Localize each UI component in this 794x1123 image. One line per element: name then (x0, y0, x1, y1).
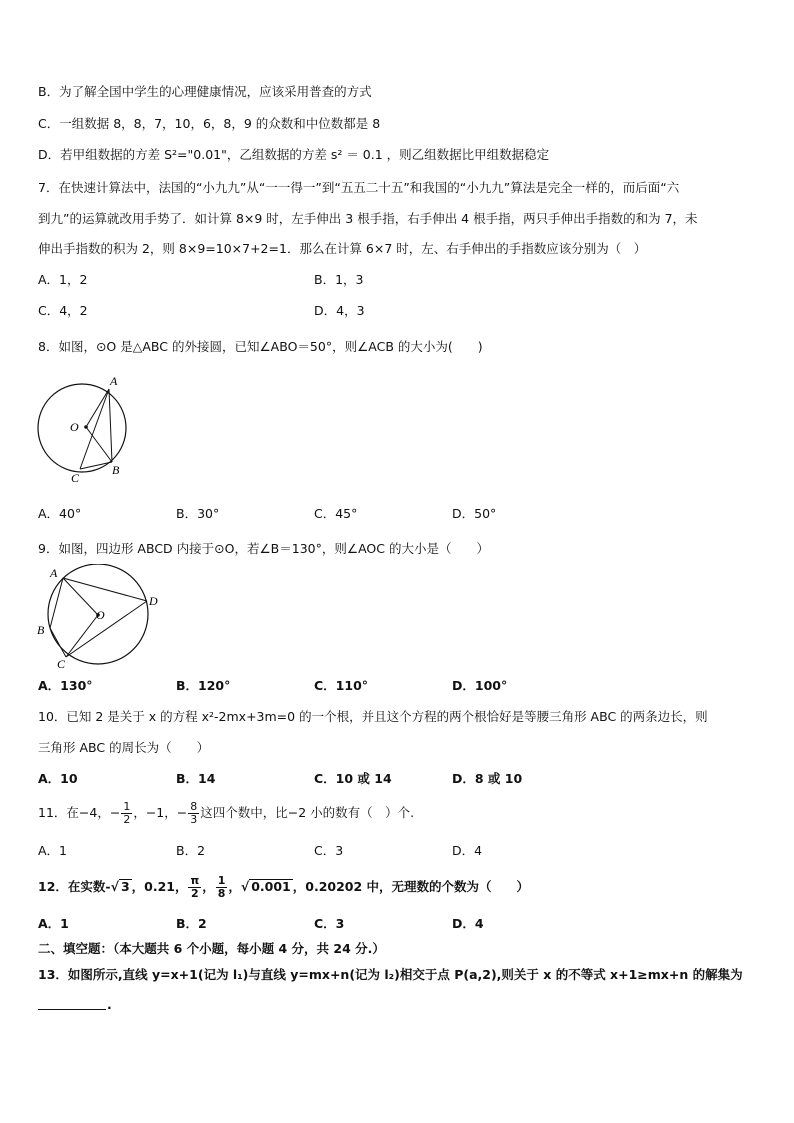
q11-fraction-half: $\frac{1}{2}$ (123, 800, 131, 826)
q8-label-o: O (70, 420, 79, 434)
q10-option-a: A．10 (38, 771, 78, 786)
q11-option-d: D．4 (452, 843, 483, 858)
q7-line-2: 到九”的运算就改用手势了．如计算 8×9 时，左手伸出 3 根手指，右手伸出 4 根手指，两只手伸出手指数的和为 7，未 (38, 211, 698, 226)
q11-fraction-eight-thirds: $\frac{8}{3}$ (190, 800, 198, 826)
q9-label-a: A (50, 566, 58, 580)
q8-option-b: B．30° (176, 506, 220, 521)
q12-sep-2: ， (228, 879, 241, 894)
q12-text-start: 12．在实数- (38, 879, 111, 894)
q8-option-a: A．40° (38, 506, 82, 521)
q11-option-c: C．3 (314, 843, 344, 858)
q11-text-end: 这四个数中，比−2 小的数有（ ）个. (200, 805, 415, 820)
q9-option-c: C．110° (314, 678, 369, 693)
q12-option-a: A．1 (38, 916, 69, 931)
option-c-line: C．一组数据 8，8，7，10，6，8，9 的众数和中位数都是 8 (38, 116, 381, 131)
q12-fraction-eighth: $\frac{1}{8}$ (217, 874, 226, 900)
q12-option-d: D．4 (452, 916, 484, 931)
q9-option-d: D．100° (452, 678, 508, 693)
q9-label-c: C (57, 657, 66, 671)
q11-option-a: A．1 (38, 843, 68, 858)
q12-sqrt-0001: 0.001 (251, 879, 291, 894)
section-2-heading: 二、填空题：（本大题共 6 个小题，每小题 4 分，共 24 分.） (38, 941, 385, 956)
q8-option-d: D．50° (452, 506, 497, 521)
q7-option-c: C．4，2 (38, 303, 88, 318)
q8-circle-figure (30, 372, 136, 484)
q9-option-a: A．130° (38, 678, 93, 693)
q10-line-2: 三角形 ABC 的周长为（ ） (38, 740, 210, 755)
q13-stem: 13．如图所示,直线 y=x+1(记为 l₁)与直线 y=mx+n(记为 l₂)相交于点 P(a,2),则关于 x 的不等式 x+1≥mx+n 的解集为 (38, 967, 743, 982)
q7-line-3: 伸出手指数的积为 2，则 8×9=10×7+2=1．那么在计算 6×7 时，左、右手伸出的手指数应该分别为（ ） (38, 241, 647, 256)
q10-option-c: C．10 或 14 (314, 771, 392, 786)
q10-line-1: 10．已知 2 是关于 x 的方程 x²-2mx+3m=0 的一个根，并且这个方程的两个根恰好是等腰三角形 ABC 的两条边长，则 (38, 709, 708, 724)
q12-option-b: B．2 (176, 916, 207, 931)
q13-answer-blank[interactable] (38, 1009, 106, 1010)
q12-option-c: C．3 (314, 916, 345, 931)
q8-label-b: B (112, 463, 120, 477)
q9-label-b: B (37, 623, 45, 637)
q8-stem: 8．如图，⊙O 是△ABC 的外接圆，已知∠ABO＝50°，则∠ACB 的大小为( ) (38, 339, 483, 354)
q9-stem: 9．如图，四边形 ABCD 内接于⊙O，若∠B＝130°，则∠AOC 的大小是（ ） (38, 541, 489, 556)
q11-stem (38, 799, 414, 827)
q12-sqrt-3: 3 (120, 879, 130, 894)
option-d-line: D．若甲组数据的方差 S²="0.01"，乙组数据的方差 s² ＝ 0.1 ，则乙组数据比甲组数据稳定 (38, 147, 550, 162)
q9-label-o: O (96, 608, 105, 622)
q7-option-d: D．4，3 (314, 303, 365, 318)
q9-circle-figure (34, 564, 166, 672)
q7-option-a: A．1，2 (38, 272, 88, 287)
q7-line-1: 7．在快速计算法中，法国的“小九九”从“一一得一”到“五五二十五”和我国的“小九九”算法是完全一样的，而后面“六 (38, 180, 680, 195)
q10-option-b: B．14 (176, 771, 216, 786)
q12-text-end: ，0.20202 中，无理数的个数为（ ） (292, 879, 530, 894)
q11-option-b: B．2 (176, 843, 206, 858)
option-b-line: B．为了解全国中学生的心理健康情况，应该采用普查的方式 (38, 84, 372, 99)
q11-text-start: 11．在−4，− (38, 805, 121, 820)
q8-circle (38, 384, 126, 472)
q13-period: . (107, 997, 112, 1012)
q12-text-mid: ，0.21， (131, 879, 188, 894)
q8-label-c: C (71, 471, 80, 484)
q11-text-mid: ，−1，− (133, 805, 188, 820)
q8-label-a: A (110, 374, 118, 388)
q12-stem: 12．在实数-√ 3 ，0.21， $\frac{\pi}{2}$ ， $\frac{1}{8}$ ，√ 0.001 ，0.20202 中，无理数的个数为（ ） (38, 874, 530, 900)
q8-option-c: C．45° (314, 506, 358, 521)
q12-sep-1: ， (202, 879, 215, 894)
q10-option-d: D．8 或 10 (452, 771, 523, 786)
q12-fraction-pi: $\frac{\pi}{2}$ (190, 874, 200, 900)
q9-option-b: B．120° (176, 678, 231, 693)
q7-option-b: B．1，3 (314, 272, 364, 287)
q9-label-d: D (149, 594, 158, 608)
